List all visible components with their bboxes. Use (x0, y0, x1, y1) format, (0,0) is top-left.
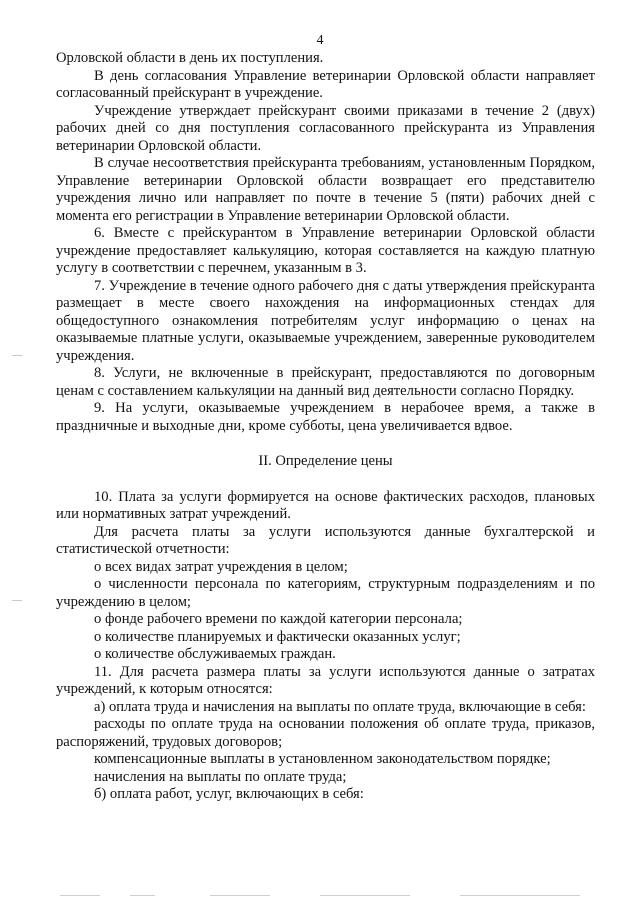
document-body (56, 50, 595, 804)
paragraph: Для расчета платы за услуги используются данные бухгалтерской и статистической отчетности: (56, 523, 595, 557)
list-item: о количестве планируемых и фактически оказанных услуг; (94, 628, 461, 645)
paragraph: 7. Учреждение в течение одного рабочего дня с даты утверждения прейскуранта размещает в месте своего нахождения на информационных стендах для общедоступного ознакомления потребителям услуг информацию о ценах на оказываемые платные услуги, оказываемые учреждением, заверенные руководителем учреждения. (56, 277, 595, 364)
paragraph: компенсационные выплаты в установленном законодательством порядке; (94, 751, 551, 767)
paragraph: начисления на выплаты по оплате труда; (94, 768, 347, 785)
paragraph: 10. Плата за услуги формируется на основе фактических расходов, плановых или нормативных затрат учреждений. (56, 488, 595, 522)
scan-artifact (60, 893, 590, 899)
paragraph: б) оплата работ, услуг, включающих в себя: (94, 786, 364, 802)
scan-margin-mark (12, 600, 22, 601)
paragraph: Орловской области в день их поступления. (56, 50, 324, 66)
paragraph: В случае несоответствия прейскуранта требованиям, установленным Порядком, Управление ветеринарии Орловской области возвращает его представителю учреждения лично или направляет по почте в течение 5 (пяти) рабочих дней с момента его регистрации в Управление ветеринарии Орловской области. (56, 155, 595, 224)
paragraph: 8. Услуги, не включенные в прейскурант, предоставляются по договорным ценам с составлением калькуляции на данный вид деятельности согласно Порядку. (56, 365, 595, 399)
page-number: 4 (316, 33, 324, 48)
paragraph: В день согласования Управление ветеринарии Орловской области направляет согласованный прейскурант в учреждение. (56, 67, 595, 101)
paragraph: Учреждение утверждает прейскурант своими приказами в течение 2 (двух) рабочих дней со дня поступления согласованного прейскуранта из Управления ветеринарии Орловской области. (56, 102, 595, 154)
list-item: о численности персонала по категориям, структурным подразделениям и по учреждению в целом; (56, 576, 595, 610)
paragraph: расходы по оплате труда на основании положения об оплате труда, приказов, распоряжений, трудовых договоров; (56, 716, 595, 750)
paragraph: 9. На услуги, оказываемые учреждением в нерабочее время, а также в праздничные и выходные дни, кроме субботы, цена увеличивается вдвое. (56, 400, 595, 434)
list-item: о количестве обслуживаемых граждан. (94, 646, 336, 662)
list-item: о фонде рабочего времени по каждой категории персонала; (94, 611, 463, 627)
paragraph: 6. Вместе с прейскурантом в Управление ветеринарии Орловской области учреждение предоставляет калькуляцию, которая составляется на каждую платную услугу в соответствии с перечнем, указанным в 3. (56, 225, 595, 276)
paragraph: а) оплата труда и начисления на выплаты по оплате труда, включающие в себя: (94, 698, 586, 715)
paragraph: 11. Для расчета размера платы за услуги используются данные о затратах учреждений, к которым относятся: (56, 663, 595, 697)
scan-margin-mark (12, 355, 22, 356)
section-heading: II. Определение цены (258, 453, 393, 469)
list-item: о всех видах затрат учреждения в целом; (94, 558, 348, 575)
